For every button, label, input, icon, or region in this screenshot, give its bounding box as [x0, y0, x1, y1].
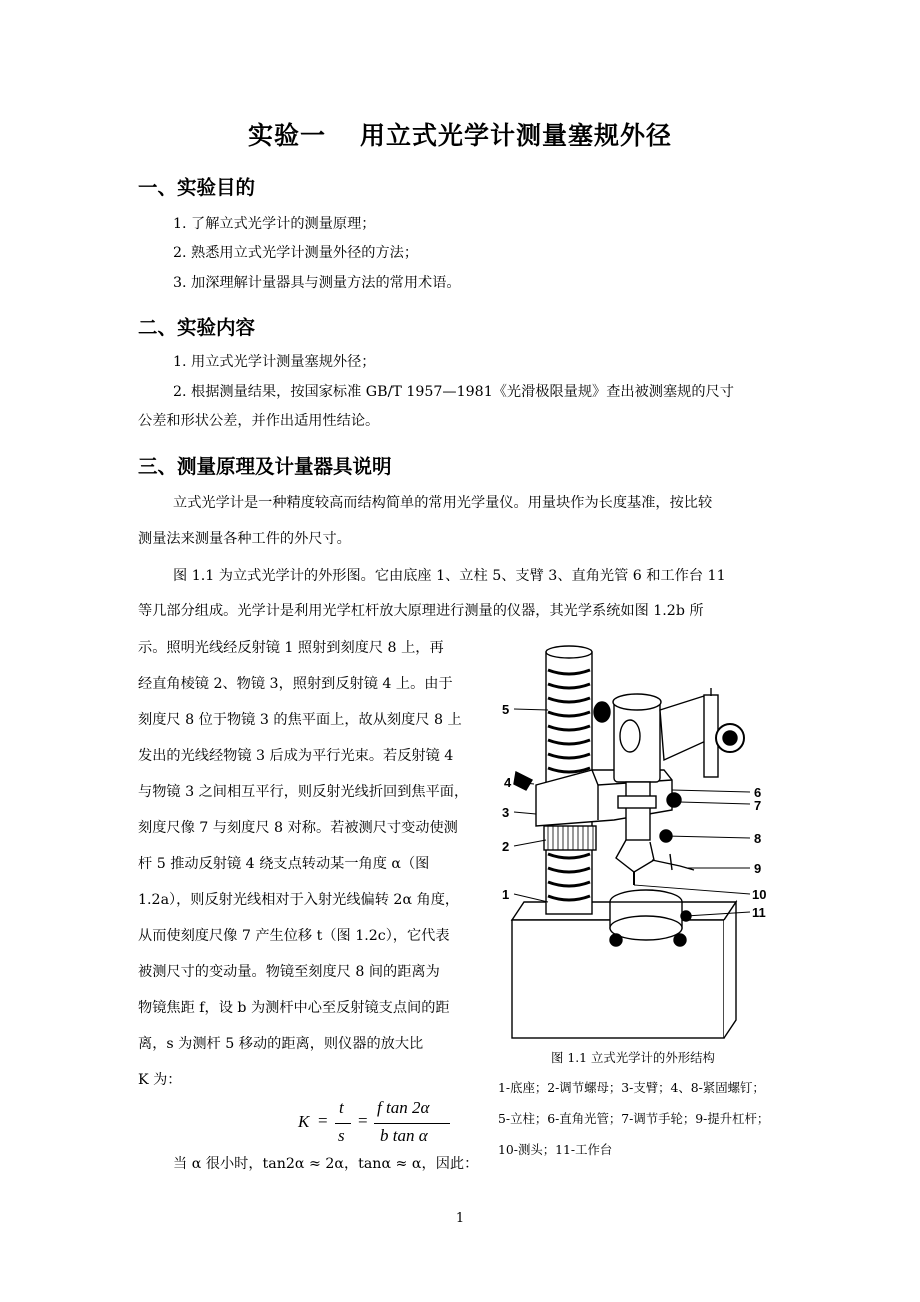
purpose-item: 2. 熟悉用立式光学计测量外径的方法；	[173, 245, 419, 261]
purpose-item: 3. 加深理解计量器具与测量方法的常用术语。	[173, 275, 461, 291]
paragraph-line: 当 α 很小时，tan2α ≈ 2α，tanα ≈ α，因此：	[173, 1156, 479, 1172]
column-line: 刻度尺像 7 与刻度尺 8 对称。若被测尺寸变动使测	[138, 820, 458, 836]
optical-comparator-figure	[494, 640, 784, 1045]
column-line: 与物镜 3 之间相互平行，则反射光线折回到焦平面，	[138, 784, 469, 800]
column-line: 1.2a），则反射光线相对于入射光线偏转 2α 角度，	[138, 892, 460, 908]
callout-3: 3	[502, 805, 510, 820]
title-text: 用立式光学计测量塞规外径	[360, 121, 673, 150]
column-line: 从而使刻度尺像 7 产生位移 t（图 1.2c），它代表	[138, 928, 450, 944]
column-line: 发出的光线经物镜 3 后成为平行光束。若反射镜 4	[138, 748, 454, 764]
title-experiment-number: 实验一	[247, 121, 326, 150]
paragraph-line: 测量法来测量各种工件的外尺寸。	[138, 531, 351, 547]
callout-10: 10	[752, 887, 767, 902]
paragraph-line: 等几部分组成。光学计是利用光学杠杆放大原理进行测量的仪器，其光学系统如图 1.2b 所	[138, 603, 704, 619]
figure-legend-line: 10-测头；11-工作台	[498, 1142, 613, 1157]
column-line: K 为：	[138, 1072, 182, 1088]
content-item: 2. 根据测量结果，按国家标准 GB/T 1957—1981《光滑极限量规》查出被测塞规的尺寸	[173, 384, 734, 400]
callout-4: 4	[504, 775, 512, 790]
column-line: 被测尺寸的变动量。物镜至刻度尺 8 间的距离为	[138, 964, 440, 980]
callout-9: 9	[754, 861, 762, 876]
figure-caption: 图 1.1 立式光学计的外形结构	[551, 1050, 715, 1065]
formula-equals: =	[318, 1111, 328, 1130]
formula-denominator-s: s	[338, 1126, 345, 1145]
column-line: 物镜焦距 f，设 b 为测杆中心至反射镜支点间的距	[138, 1000, 450, 1016]
column-line: 示。照明光线经反射镜 1 照射到刻度尺 8 上，再	[138, 640, 444, 656]
formula-denominator-btan: b tan α	[380, 1126, 428, 1145]
paragraph-line: 图 1.1 为立式光学计的外形图。它由底座 1、立柱 5、支臂 3、直角光管 6 和工作台 11	[173, 568, 726, 584]
callout-5: 5	[502, 702, 510, 717]
callout-1: 1	[502, 887, 510, 902]
page-number: 1	[455, 1211, 465, 1226]
formula-lhs: K	[298, 1112, 310, 1131]
formula-equals: =	[358, 1111, 368, 1130]
section-heading-content: 二、实验内容	[138, 316, 256, 339]
section-heading-purpose: 一、实验目的	[138, 176, 256, 199]
fraction-bar	[374, 1123, 450, 1124]
figure-legend-line: 5-立柱；6-直角光管；7-调节手轮；9-提升杠杆；	[498, 1111, 770, 1126]
content-item-continuation: 公差和形状公差，并作出适用性结论。	[138, 413, 380, 429]
section-heading-principle: 三、测量原理及计量器具说明	[138, 455, 392, 478]
page-title	[0, 116, 920, 152]
callout-11: 11	[752, 905, 766, 920]
column-line: 离，s 为测杆 5 移动的距离，则仪器的放大比	[138, 1036, 424, 1052]
formula-numerator-ftan: f tan 2α	[377, 1098, 430, 1117]
formula-numerator-t: t	[339, 1098, 344, 1117]
column-line: 刻度尺 8 位于物镜 3 的焦平面上，故从刻度尺 8 上	[138, 712, 462, 728]
column-line: 经直角棱镜 2、物镜 3，照射到反射镜 4 上。由于	[138, 676, 453, 692]
callout-8: 8	[754, 831, 762, 846]
fraction-bar	[335, 1123, 351, 1124]
magnification-formula	[298, 1098, 458, 1150]
callout-2: 2	[502, 839, 510, 854]
content-item: 1. 用立式光学计测量塞规外径；	[173, 354, 376, 370]
callout-6: 6	[754, 785, 762, 800]
figure-legend-line: 1-底座；2-调节螺母；3-支臂；4、8-紧固螺钉；	[498, 1080, 765, 1095]
column-line: 杆 5 推动反射镜 4 绕支点转动某一角度 α（图	[138, 856, 430, 872]
paragraph-line: 立式光学计是一种精度较高而结构简单的常用光学量仪。用量块作为长度基准，按比较	[173, 495, 713, 511]
callout-7: 7	[754, 798, 762, 813]
purpose-item: 1. 了解立式光学计的测量原理；	[173, 216, 376, 232]
